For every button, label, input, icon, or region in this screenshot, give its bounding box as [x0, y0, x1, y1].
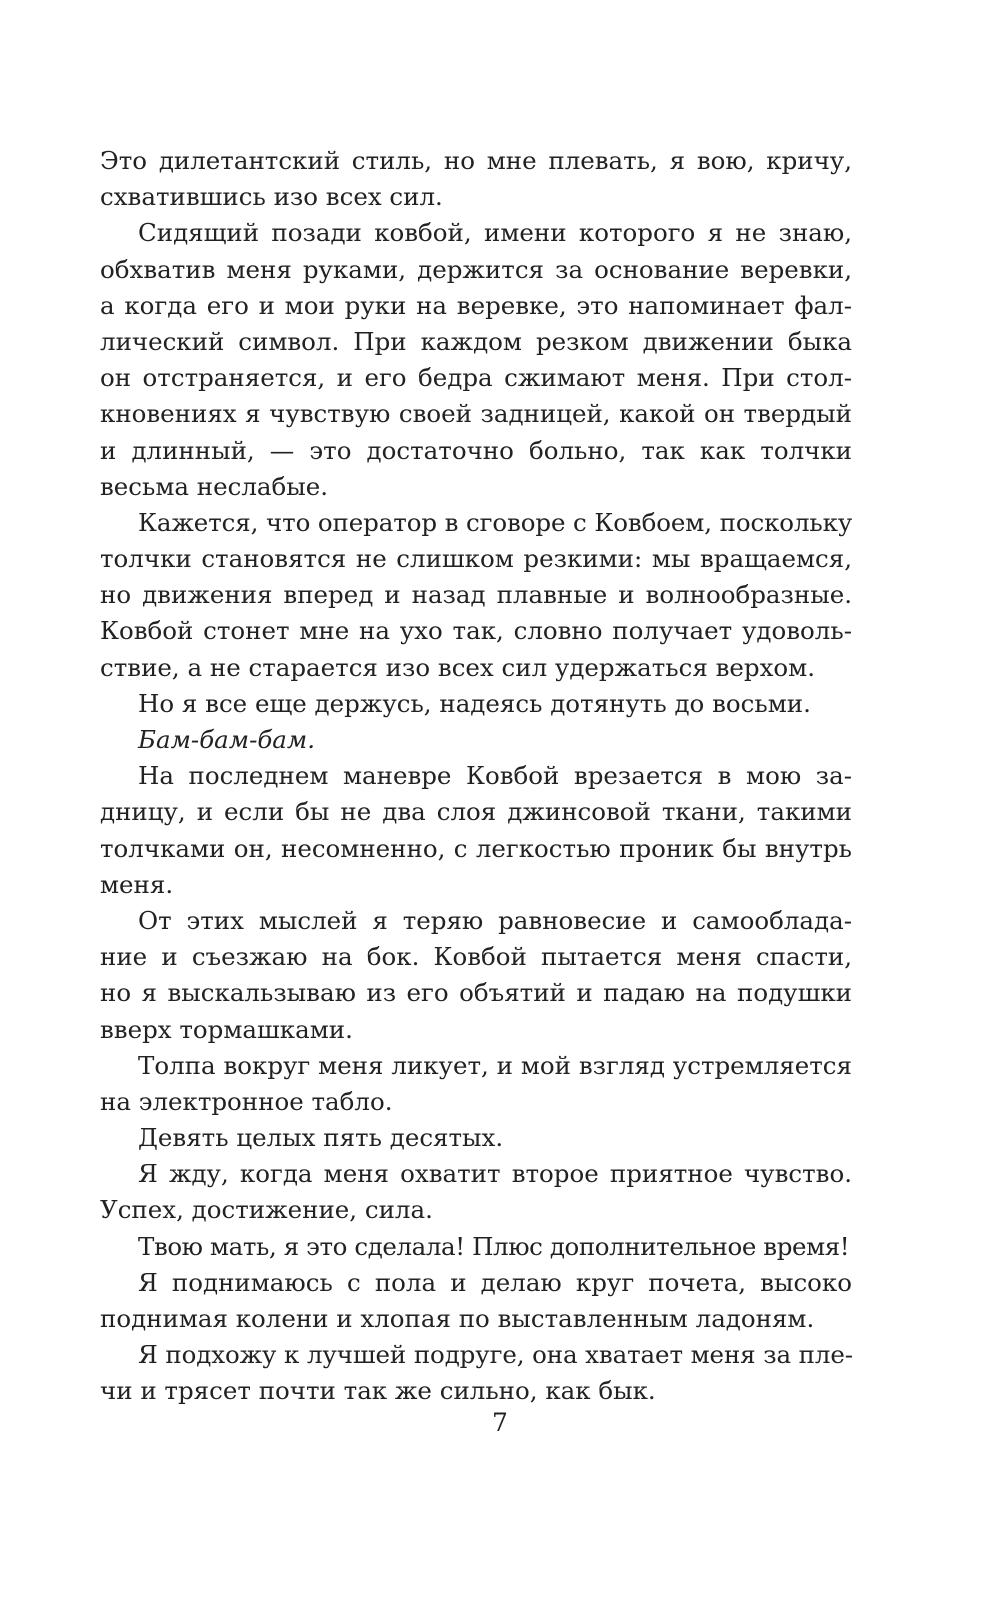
text-line: Но я все еще держусь, надеясь дотянуть до восьми. — [138, 688, 811, 718]
text-line: и длинный, — это достаточно больно, так как толчки — [100, 435, 852, 465]
text-line: чи и трясет почти так же сильно, как бык. — [100, 1376, 656, 1406]
text-line: обхватив меня руками, держится за основание веревки, — [100, 254, 852, 284]
text-line: а когда его и мои руки на веревке, это напоминает фал- — [100, 290, 852, 320]
text-line: Сидящий позади ковбой, имени которого я не знаю, — [138, 218, 852, 248]
page-number: 7 — [492, 1408, 508, 1437]
text-line: Твою мать, я это сделала! Плюс дополнительное время! — [138, 1231, 850, 1261]
text-line: Я подхожу к лучшей подруге, она хватает меня за пле- — [138, 1340, 853, 1370]
text-line: поднимая колени и хлопая по выставленным ладоням. — [100, 1304, 815, 1333]
text-line: ствие, а не старается изо всех сил удержаться верхом. — [100, 652, 815, 682]
text-line: лический символ. При каждом резком движении быка — [100, 326, 852, 356]
text-line: дницу, и если бы не два слоя джинсовой ткани, такими — [100, 797, 852, 827]
text-line: но движения вперед и назад плавные и волнообразные. — [100, 580, 852, 610]
text-line: кновениях я чувствую своей задницей, какой он твердый — [100, 399, 852, 429]
text-line: весьма неслабые. — [100, 471, 329, 501]
text-line: Толпа вокруг меня ликует, и мой взгляд устремляется — [138, 1050, 852, 1080]
text-line: На последнем маневре Ковбой врезается в мою за- — [138, 761, 852, 791]
text-line: Кажется, что оператор в сговоре с Ковбоем, поскольку — [138, 507, 853, 537]
text-line: на электронное табло. — [100, 1086, 393, 1116]
text-line: толчки становятся не слишком резкими: мы вращаемся, — [100, 544, 852, 574]
text-line: Бам-бам-бам. — [138, 725, 316, 754]
text-line: толчками он, несомненно, с легкостью проник бы внутрь — [100, 833, 852, 863]
body-text — [100, 143, 852, 1410]
text-line: он отстраняется, и его бедра сжимают меня. При стол- — [100, 363, 852, 393]
text-line: Девять целых пять десятых. — [138, 1123, 504, 1153]
text-line: ние и съезжаю на бок. Ковбой пытается меня спасти, — [100, 942, 852, 972]
text-line: Я жду, когда меня охватит второе приятное чувство. — [138, 1159, 852, 1189]
text-line: схватившись изо всех сил. — [100, 182, 443, 212]
text-line: но я выскальзываю из его объятий и падаю на подушки — [100, 978, 852, 1008]
text-line: От этих мыслей я теряю равновесие и самооблада- — [138, 905, 852, 935]
text-line: Успех, достижение, сила. — [100, 1195, 433, 1225]
text-line: вверх тормашками. — [100, 1014, 353, 1044]
text-line: меня. — [100, 869, 174, 899]
text-line: Я поднимаюсь с пола и делаю круг почета, высоко — [138, 1267, 852, 1297]
text-line: Это дилетантский стиль, но мне плевать, я вою, кричу, — [100, 146, 852, 175]
text-line: Ковбой стонет мне на ухо так, словно получает удоволь- — [100, 616, 852, 646]
